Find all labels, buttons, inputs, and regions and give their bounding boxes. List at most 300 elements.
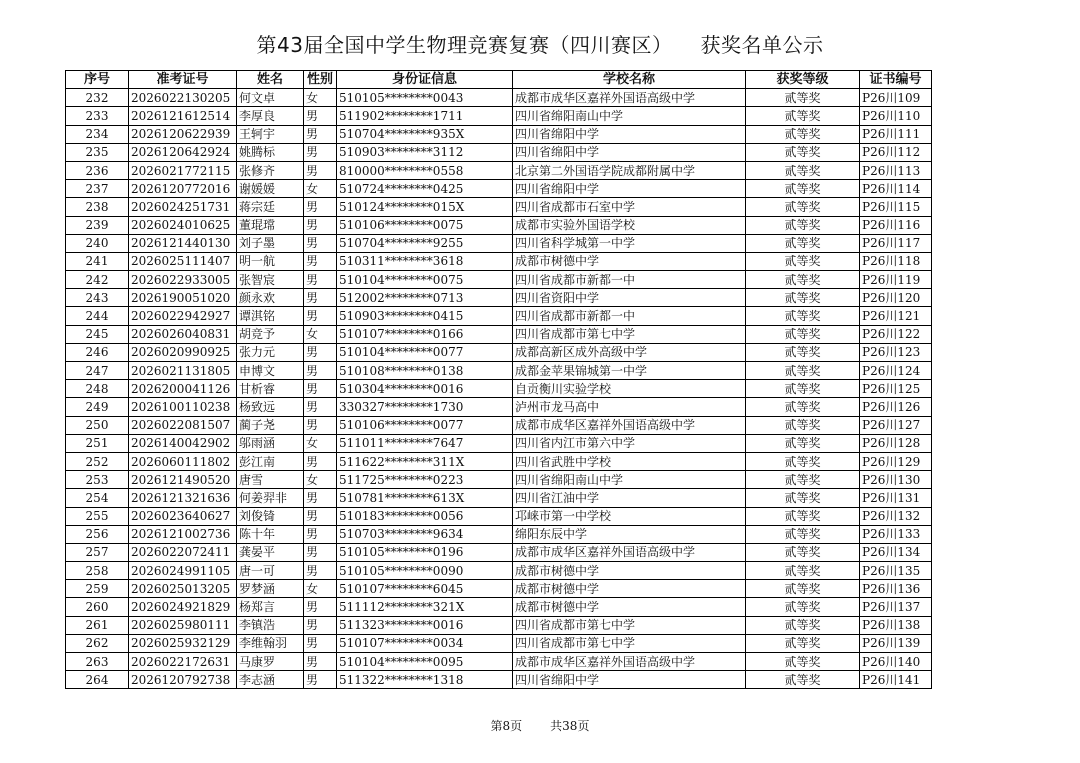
cell-gender: 男 <box>304 525 337 543</box>
table-row <box>66 543 932 561</box>
cell-exam-id: 2026022172631 <box>129 653 237 671</box>
cell-exam-id: 2026120772016 <box>129 180 237 198</box>
table-row <box>66 252 932 270</box>
cell-cert: P26川131 <box>860 489 932 507</box>
title-main: 第43届全国中学生物理竞赛复赛（四川赛区） <box>256 33 673 57</box>
cell-award: 贰等奖 <box>746 653 860 671</box>
cell-award: 贰等奖 <box>746 525 860 543</box>
cell-award: 贰等奖 <box>746 398 860 416</box>
cell-id-info: 510106********0077 <box>337 416 513 434</box>
cell-index: 246 <box>66 343 129 361</box>
cell-school: 成都市树德中学 <box>513 580 746 598</box>
cell-id-info: 810000********0558 <box>337 161 513 179</box>
cell-index: 243 <box>66 289 129 307</box>
table-row <box>66 616 932 634</box>
cell-award: 贰等奖 <box>746 452 860 470</box>
page-number: 第8页 <box>490 719 523 733</box>
cell-index: 263 <box>66 653 129 671</box>
table-header-row <box>66 71 932 89</box>
cell-index: 261 <box>66 616 129 634</box>
cell-name: 李厚良 <box>237 107 304 125</box>
col-header-award: 获奖等级 <box>746 71 860 89</box>
cell-school: 四川省成都市新都一中 <box>513 271 746 289</box>
cell-gender: 男 <box>304 252 337 270</box>
cell-cert: P26川113 <box>860 161 932 179</box>
table-row <box>66 380 932 398</box>
cell-school: 四川省绵阳南山中学 <box>513 471 746 489</box>
cell-exam-id: 2026021772115 <box>129 161 237 179</box>
cell-exam-id: 2026121321636 <box>129 489 237 507</box>
cell-school: 成都市成华区嘉祥外国语高级中学 <box>513 543 746 561</box>
award-table <box>65 70 932 689</box>
cell-gender: 男 <box>304 216 337 234</box>
cell-gender: 男 <box>304 398 337 416</box>
table-row <box>66 289 932 307</box>
cell-index: 254 <box>66 489 129 507</box>
cell-cert: P26川121 <box>860 307 932 325</box>
cell-cert: P26川126 <box>860 398 932 416</box>
cell-school: 四川省资阳中学 <box>513 289 746 307</box>
cell-name: 何文卓 <box>237 89 304 107</box>
cell-school: 成都市树德中学 <box>513 562 746 580</box>
cell-id-info: 510107********6045 <box>337 580 513 598</box>
cell-index: 262 <box>66 634 129 652</box>
cell-name: 刘子墨 <box>237 234 304 252</box>
cell-award: 贰等奖 <box>746 507 860 525</box>
cell-gender: 男 <box>304 289 337 307</box>
cell-award: 贰等奖 <box>746 143 860 161</box>
cell-exam-id: 2026025111407 <box>129 252 237 270</box>
cell-name: 彭江南 <box>237 452 304 470</box>
cell-school: 北京第二外国语学院成都附属中学 <box>513 161 746 179</box>
cell-id-info: 510104********0095 <box>337 653 513 671</box>
cell-name: 蒋宗廷 <box>237 198 304 216</box>
cell-cert: P26川132 <box>860 507 932 525</box>
cell-gender: 男 <box>304 125 337 143</box>
page-title <box>0 29 1080 58</box>
cell-award: 贰等奖 <box>746 434 860 452</box>
cell-cert: P26川133 <box>860 525 932 543</box>
cell-school: 邛崃市第一中学校 <box>513 507 746 525</box>
cell-award: 贰等奖 <box>746 271 860 289</box>
cell-cert: P26川117 <box>860 234 932 252</box>
cell-gender: 女 <box>304 325 337 343</box>
cell-school: 四川省绵阳中学 <box>513 143 746 161</box>
cell-cert: P26川122 <box>860 325 932 343</box>
cell-award: 贰等奖 <box>746 616 860 634</box>
cell-gender: 男 <box>304 543 337 561</box>
table-row <box>66 125 932 143</box>
table-row <box>66 89 932 107</box>
table-row <box>66 307 932 325</box>
cell-name: 李镇浩 <box>237 616 304 634</box>
cell-school: 四川省武胜中学校 <box>513 452 746 470</box>
table-row <box>66 671 932 689</box>
cell-cert: P26川141 <box>860 671 932 689</box>
cell-school: 泸州市龙马高中 <box>513 398 746 416</box>
cell-id-info: 511323********0016 <box>337 616 513 634</box>
cell-gender: 男 <box>304 143 337 161</box>
table-row <box>66 471 932 489</box>
cell-school: 四川省绵阳中学 <box>513 125 746 143</box>
cell-gender: 女 <box>304 580 337 598</box>
cell-school: 成都金苹果锦城第一中学 <box>513 362 746 380</box>
cell-gender: 男 <box>304 161 337 179</box>
cell-exam-id: 2026060111802 <box>129 452 237 470</box>
cell-school: 四川省江油中学 <box>513 489 746 507</box>
cell-award: 贰等奖 <box>746 343 860 361</box>
cell-school: 四川省成都市第七中学 <box>513 634 746 652</box>
cell-exam-id: 2026021131805 <box>129 362 237 380</box>
cell-cert: P26川139 <box>860 634 932 652</box>
title-sub: 获奖名单公示 <box>700 33 824 57</box>
cell-award: 贰等奖 <box>746 634 860 652</box>
cell-index: 248 <box>66 380 129 398</box>
cell-index: 259 <box>66 580 129 598</box>
cell-exam-id: 2026022130205 <box>129 89 237 107</box>
table-row <box>66 107 932 125</box>
cell-award: 贰等奖 <box>746 562 860 580</box>
cell-school: 四川省成都市石室中学 <box>513 198 746 216</box>
table-row <box>66 653 932 671</box>
cell-school: 成都市实验外国语学校 <box>513 216 746 234</box>
cell-exam-id: 2026121440130 <box>129 234 237 252</box>
cell-gender: 男 <box>304 598 337 616</box>
cell-cert: P26川109 <box>860 89 932 107</box>
cell-name: 谭淇铭 <box>237 307 304 325</box>
cell-id-info: 510105********0090 <box>337 562 513 580</box>
cell-exam-id: 2026121612514 <box>129 107 237 125</box>
table-row <box>66 216 932 234</box>
cell-id-info: 510704********935X <box>337 125 513 143</box>
cell-exam-id: 2026100110238 <box>129 398 237 416</box>
cell-index: 255 <box>66 507 129 525</box>
cell-cert: P26川134 <box>860 543 932 561</box>
cell-gender: 男 <box>304 380 337 398</box>
cell-gender: 男 <box>304 452 337 470</box>
cell-exam-id: 2026022072411 <box>129 543 237 561</box>
cell-index: 232 <box>66 89 129 107</box>
cell-name: 张智宸 <box>237 271 304 289</box>
cell-name: 邬雨涵 <box>237 434 304 452</box>
table-row <box>66 434 932 452</box>
cell-cert: P26川114 <box>860 180 932 198</box>
cell-index: 253 <box>66 471 129 489</box>
cell-gender: 女 <box>304 434 337 452</box>
cell-gender: 男 <box>304 653 337 671</box>
cell-award: 贰等奖 <box>746 198 860 216</box>
cell-school: 成都市成华区嘉祥外国语高级中学 <box>513 653 746 671</box>
cell-gender: 男 <box>304 362 337 380</box>
cell-cert: P26川111 <box>860 125 932 143</box>
cell-school: 成都高新区成外高级中学 <box>513 343 746 361</box>
cell-name: 何姜羿非 <box>237 489 304 507</box>
cell-gender: 男 <box>304 507 337 525</box>
cell-award: 贰等奖 <box>746 362 860 380</box>
cell-id-info: 511622********311X <box>337 452 513 470</box>
cell-school: 四川省成都市第七中学 <box>513 325 746 343</box>
cell-cert: P26川116 <box>860 216 932 234</box>
cell-cert: P26川115 <box>860 198 932 216</box>
table-row <box>66 489 932 507</box>
cell-school: 四川省成都市新都一中 <box>513 307 746 325</box>
cell-cert: P26川129 <box>860 452 932 470</box>
cell-cert: P26川137 <box>860 598 932 616</box>
cell-award: 贰等奖 <box>746 416 860 434</box>
cell-id-info: 510311********3618 <box>337 252 513 270</box>
cell-index: 244 <box>66 307 129 325</box>
table-row <box>66 161 932 179</box>
cell-id-info: 510183********0056 <box>337 507 513 525</box>
col-header-index: 序号 <box>66 71 129 89</box>
cell-award: 贰等奖 <box>746 543 860 561</box>
table-row <box>66 507 932 525</box>
cell-cert: P26川120 <box>860 289 932 307</box>
cell-cert: P26川135 <box>860 562 932 580</box>
cell-id-info: 511902********1711 <box>337 107 513 125</box>
cell-index: 237 <box>66 180 129 198</box>
cell-school: 绵阳东辰中学 <box>513 525 746 543</box>
cell-id-info: 511322********1318 <box>337 671 513 689</box>
cell-index: 249 <box>66 398 129 416</box>
cell-gender: 男 <box>304 107 337 125</box>
cell-id-info: 510124********015X <box>337 198 513 216</box>
col-header-id-info: 身份证信息 <box>337 71 513 89</box>
cell-school: 四川省绵阳中学 <box>513 671 746 689</box>
cell-exam-id: 2026025013205 <box>129 580 237 598</box>
cell-award: 贰等奖 <box>746 252 860 270</box>
cell-award: 贰等奖 <box>746 216 860 234</box>
cell-index: 258 <box>66 562 129 580</box>
table-row <box>66 343 932 361</box>
table-row <box>66 525 932 543</box>
cell-cert: P26川136 <box>860 580 932 598</box>
cell-name: 姚腾标 <box>237 143 304 161</box>
cell-index: 264 <box>66 671 129 689</box>
cell-exam-id: 2026024010625 <box>129 216 237 234</box>
cell-gender: 女 <box>304 471 337 489</box>
col-header-school: 学校名称 <box>513 71 746 89</box>
cell-name: 谢媛媛 <box>237 180 304 198</box>
cell-school: 成都市树德中学 <box>513 252 746 270</box>
cell-index: 240 <box>66 234 129 252</box>
cell-id-info: 510724********0425 <box>337 180 513 198</box>
cell-index: 242 <box>66 271 129 289</box>
table-row <box>66 634 932 652</box>
cell-cert: P26川119 <box>860 271 932 289</box>
cell-index: 252 <box>66 452 129 470</box>
cell-name: 张修齐 <box>237 161 304 179</box>
cell-index: 239 <box>66 216 129 234</box>
cell-exam-id: 2026120642924 <box>129 143 237 161</box>
cell-name: 龚晏平 <box>237 543 304 561</box>
cell-name: 王轲宇 <box>237 125 304 143</box>
cell-cert: P26川138 <box>860 616 932 634</box>
cell-exam-id: 2026022942927 <box>129 307 237 325</box>
cell-exam-id: 2026121002736 <box>129 525 237 543</box>
cell-award: 贰等奖 <box>746 471 860 489</box>
cell-name: 刘俊锜 <box>237 507 304 525</box>
cell-id-info: 510107********0034 <box>337 634 513 652</box>
cell-name: 陈十年 <box>237 525 304 543</box>
table-row <box>66 562 932 580</box>
cell-id-info: 510105********0196 <box>337 543 513 561</box>
cell-gender: 男 <box>304 271 337 289</box>
cell-award: 贰等奖 <box>746 180 860 198</box>
cell-exam-id: 2026024921829 <box>129 598 237 616</box>
cell-index: 256 <box>66 525 129 543</box>
cell-id-info: 510781********613X <box>337 489 513 507</box>
cell-exam-id: 2026121490520 <box>129 471 237 489</box>
cell-school: 四川省内江市第六中学 <box>513 434 746 452</box>
cell-index: 251 <box>66 434 129 452</box>
cell-gender: 女 <box>304 89 337 107</box>
col-header-cert: 证书编号 <box>860 71 932 89</box>
cell-id-info: 511112********321X <box>337 598 513 616</box>
col-header-exam-id: 准考证号 <box>129 71 237 89</box>
cell-gender: 男 <box>304 343 337 361</box>
cell-award: 贰等奖 <box>746 598 860 616</box>
cell-cert: P26川110 <box>860 107 932 125</box>
table-row <box>66 398 932 416</box>
cell-name: 唐雪 <box>237 471 304 489</box>
cell-id-info: 510108********0138 <box>337 362 513 380</box>
cell-name: 颜永欢 <box>237 289 304 307</box>
cell-award: 贰等奖 <box>746 489 860 507</box>
cell-name: 明一航 <box>237 252 304 270</box>
cell-award: 贰等奖 <box>746 89 860 107</box>
cell-school: 四川省成都市第七中学 <box>513 616 746 634</box>
cell-exam-id: 2026026040831 <box>129 325 237 343</box>
cell-id-info: 510104********0075 <box>337 271 513 289</box>
cell-award: 贰等奖 <box>746 289 860 307</box>
cell-id-info: 510704********9255 <box>337 234 513 252</box>
cell-name: 甘析睿 <box>237 380 304 398</box>
cell-name: 董琨瑺 <box>237 216 304 234</box>
cell-cert: P26川125 <box>860 380 932 398</box>
cell-id-info: 510304********0016 <box>337 380 513 398</box>
cell-name: 张力元 <box>237 343 304 361</box>
cell-gender: 男 <box>304 634 337 652</box>
cell-school: 成都市成华区嘉祥外国语高级中学 <box>513 416 746 434</box>
cell-name: 蔺子尧 <box>237 416 304 434</box>
cell-exam-id: 2026120622939 <box>129 125 237 143</box>
cell-name: 杨致远 <box>237 398 304 416</box>
cell-cert: P26川128 <box>860 434 932 452</box>
col-header-gender: 性别 <box>304 71 337 89</box>
cell-award: 贰等奖 <box>746 161 860 179</box>
cell-award: 贰等奖 <box>746 107 860 125</box>
cell-cert: P26川140 <box>860 653 932 671</box>
cell-exam-id: 2026024991105 <box>129 562 237 580</box>
cell-name: 李维翰羽 <box>237 634 304 652</box>
cell-school: 四川省绵阳中学 <box>513 180 746 198</box>
table-row <box>66 416 932 434</box>
cell-award: 贰等奖 <box>746 234 860 252</box>
cell-id-info: 510105********0043 <box>337 89 513 107</box>
cell-index: 233 <box>66 107 129 125</box>
cell-award: 贰等奖 <box>746 125 860 143</box>
cell-index: 247 <box>66 362 129 380</box>
cell-exam-id: 2026023640627 <box>129 507 237 525</box>
cell-id-info: 510106********0075 <box>337 216 513 234</box>
cell-id-info: 511725********0223 <box>337 471 513 489</box>
table-row <box>66 234 932 252</box>
cell-gender: 男 <box>304 416 337 434</box>
cell-id-info: 512002********0713 <box>337 289 513 307</box>
cell-index: 260 <box>66 598 129 616</box>
cell-cert: P26川112 <box>860 143 932 161</box>
cell-gender: 女 <box>304 180 337 198</box>
cell-index: 236 <box>66 161 129 179</box>
cell-name: 唐一可 <box>237 562 304 580</box>
cell-name: 罗梦涵 <box>237 580 304 598</box>
table-row <box>66 325 932 343</box>
cell-gender: 男 <box>304 616 337 634</box>
cell-award: 贰等奖 <box>746 307 860 325</box>
cell-school: 自贡衡川实验学校 <box>513 380 746 398</box>
cell-index: 241 <box>66 252 129 270</box>
cell-gender: 男 <box>304 307 337 325</box>
cell-school: 四川省绵阳南山中学 <box>513 107 746 125</box>
cell-cert: P26川118 <box>860 252 932 270</box>
cell-name: 马康罗 <box>237 653 304 671</box>
cell-exam-id: 2026022933005 <box>129 271 237 289</box>
cell-gender: 男 <box>304 234 337 252</box>
cell-name: 胡竞予 <box>237 325 304 343</box>
cell-id-info: 510903********0415 <box>337 307 513 325</box>
cell-exam-id: 2026020990925 <box>129 343 237 361</box>
cell-exam-id: 2026022081507 <box>129 416 237 434</box>
cell-exam-id: 2026140042902 <box>129 434 237 452</box>
cell-gender: 男 <box>304 562 337 580</box>
cell-id-info: 510104********0077 <box>337 343 513 361</box>
cell-exam-id: 2026120792738 <box>129 671 237 689</box>
cell-gender: 男 <box>304 489 337 507</box>
cell-school: 四川省科学城第一中学 <box>513 234 746 252</box>
table-row <box>66 143 932 161</box>
cell-gender: 男 <box>304 671 337 689</box>
cell-name: 申博文 <box>237 362 304 380</box>
cell-name: 李志涵 <box>237 671 304 689</box>
table-row <box>66 452 932 470</box>
page-total: 共38页 <box>550 719 590 733</box>
table-row <box>66 180 932 198</box>
cell-cert: P26川127 <box>860 416 932 434</box>
table-row <box>66 271 932 289</box>
page-footer <box>0 717 1080 734</box>
cell-index: 257 <box>66 543 129 561</box>
cell-id-info: 511011********7647 <box>337 434 513 452</box>
cell-id-info: 510903********3112 <box>337 143 513 161</box>
cell-cert: P26川124 <box>860 362 932 380</box>
cell-exam-id: 2026025932129 <box>129 634 237 652</box>
cell-school: 成都市树德中学 <box>513 598 746 616</box>
table-row <box>66 198 932 216</box>
cell-exam-id: 2026025980111 <box>129 616 237 634</box>
cell-cert: P26川130 <box>860 471 932 489</box>
cell-id-info: 510703********9634 <box>337 525 513 543</box>
cell-exam-id: 2026200041126 <box>129 380 237 398</box>
cell-name: 杨郑言 <box>237 598 304 616</box>
cell-exam-id: 2026190051020 <box>129 289 237 307</box>
cell-index: 235 <box>66 143 129 161</box>
cell-id-info: 330327********1730 <box>337 398 513 416</box>
cell-id-info: 510107********0166 <box>337 325 513 343</box>
cell-award: 贰等奖 <box>746 580 860 598</box>
cell-award: 贰等奖 <box>746 380 860 398</box>
table-row <box>66 362 932 380</box>
